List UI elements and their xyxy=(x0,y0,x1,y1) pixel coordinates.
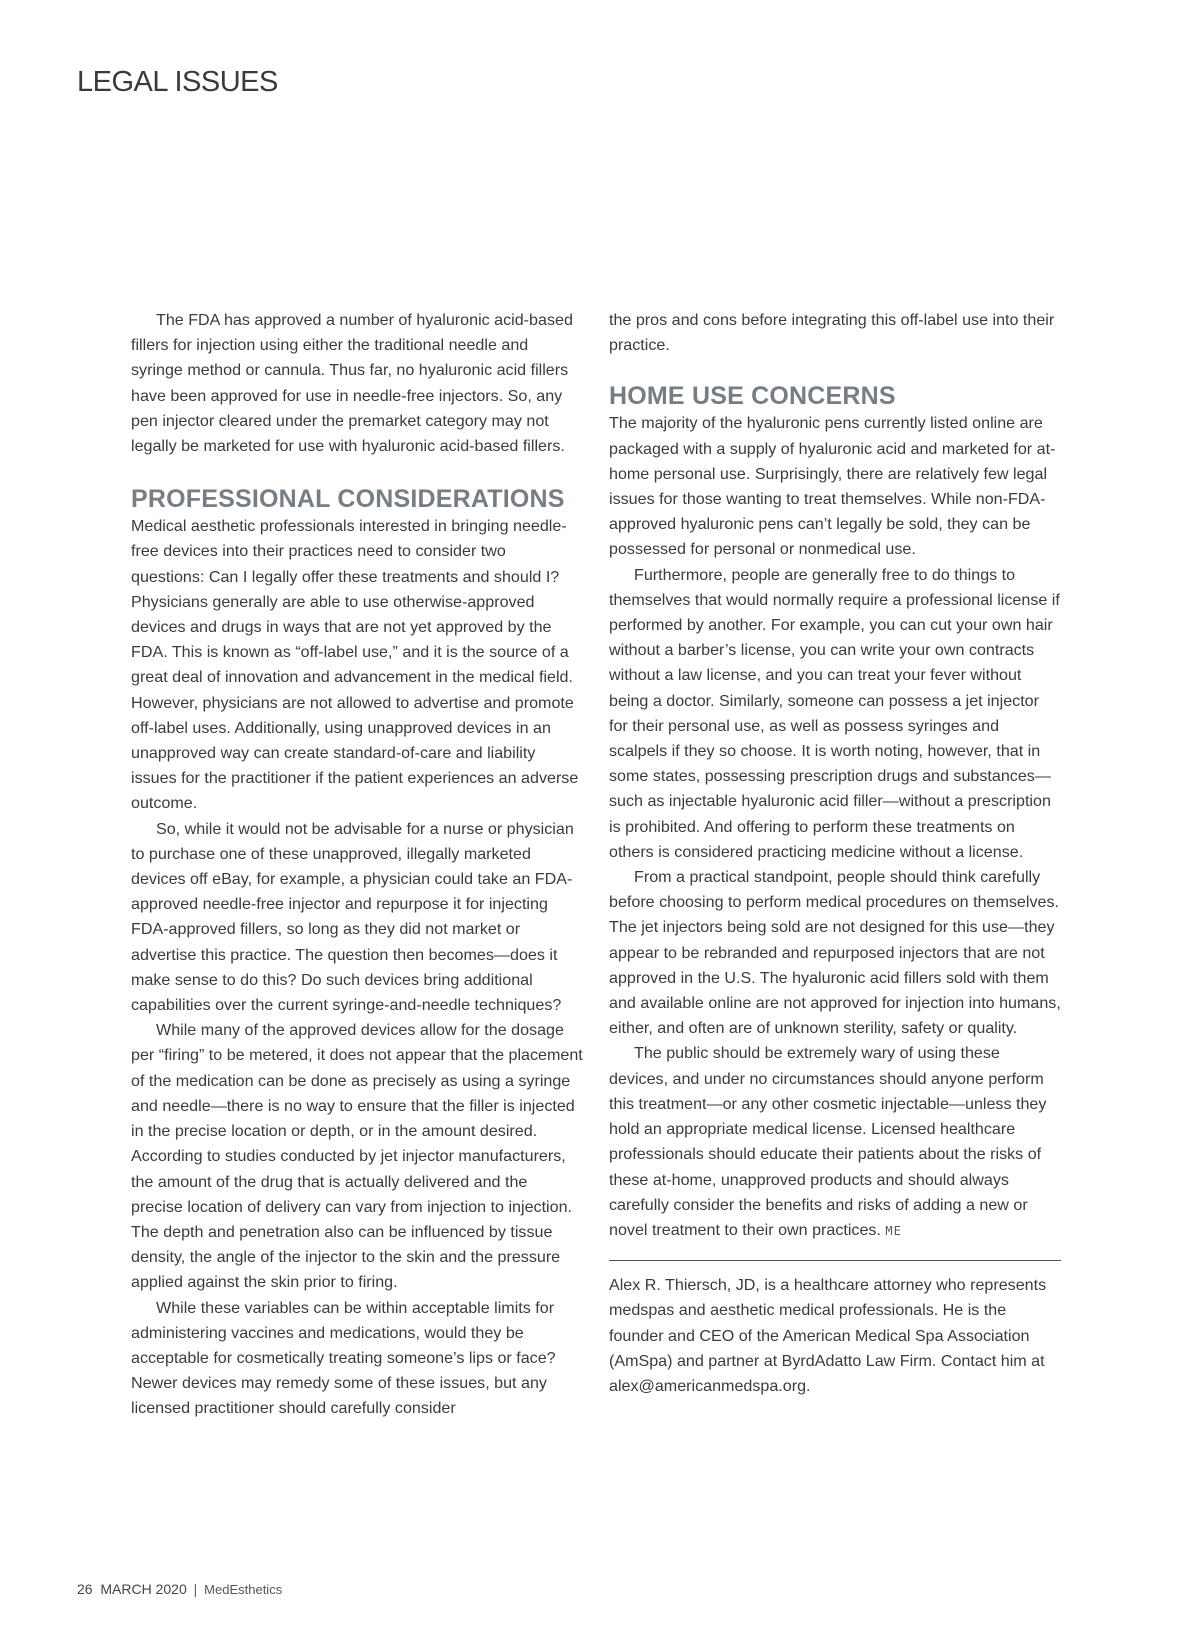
left-column xyxy=(131,308,583,1422)
issue-date: MARCH 2020 xyxy=(100,1581,187,1597)
body-paragraph: From a practical standpoint, people should think carefully before choosing to perform medical procedures on themselves. The jet injectors being sold are not designed for this use—they appear to be rebranded and repurposed injectors that are not approved in the U.S. The hyaluronic acid fillers sold with them and available online are not approved for injection into humans, either, and often are of unknown sterility, safety or quality. xyxy=(609,868,1061,1038)
body-paragraph: While these variables can be within acceptable limits for administering vaccines and medications, would they be acceptable for cosmetically treating someone’s lips or face? Newer devices may remedy some of these issues, but any licensed practitioner should carefully consider xyxy=(131,1298,556,1418)
body-paragraph: The majority of the hyaluronic pens currently listed online are packaged with a supply of hyaluronic acid and marketed for at-home personal use. Surprisingly, there are relatively few legal issues for those wanting to treat themselves. While non-FDA-approved hyaluronic pens can’t legally be sold, they can be possessed for personal or nonmedical use. xyxy=(609,414,1056,559)
body-paragraph: The FDA has approved a number of hyaluronic acid-based fillers for injection using either the traditional needle and syringe method or cannula. Thus far, no hyaluronic acid fillers have been approved for use in needle-free injectors. So, any pen injector cleared under the premarket category may not legally be marketed for use with hyaluronic acid-based fillers. xyxy=(131,311,573,456)
publication-name: MedEsthetics xyxy=(204,1582,283,1597)
body-paragraph: While many of the approved devices allow for the dosage per “firing” to be metered, it does not appear that the placement of the medication can be done as precisely as using a syringe and needle—there is no way to ensure that the filler is injected in the precise location or depth, or in the amount desired. According to studies conducted by jet injector manufacturers, the amount of the drug that is actually delivered and the precise location of delivery can vary from injection to injection. The depth and penetration also can be influenced by tissue density, the angle of the injector to the skin and the pressure applied against the skin prior to firing. xyxy=(131,1021,583,1292)
body-paragraph: So, while it would not be advisable for a nurse or physician to purchase one of these unapproved, illegally marketed devices off eBay, for example, a physician could take an FDA-approved needle-free injector and repurpose it for injecting FDA-approved fillers, so long as they did not market or advertise this practice. The question then becomes—does it make sense to do this? Do such devices bring additional capabilities over the current syringe-and-needle techniques? xyxy=(131,819,574,1015)
final-paragraph-text: The public should be extremely wary of using these devices, and under no circumstances should anyone perform this treatment—or any other cosmetic injectable—unless they hold an appropriate medical license. Licensed healthcare professionals should educate their patients about the risks of these at-home, unapproved products and should always carefully consider the benefits and risks of adding a new or novel treatment to their own practices. xyxy=(609,1044,1047,1239)
section-heading-home-use-concerns: HOME USE CONCERNS xyxy=(609,382,896,411)
section-heading-professional-considerations: PROFESSIONAL CONSIDERATIONS xyxy=(131,485,565,514)
body-paragraph: the pros and cons before integrating this off-label use into their practice. xyxy=(609,311,1055,355)
bio-divider xyxy=(609,1260,1061,1261)
right-column xyxy=(609,308,1061,1399)
footer-separator: | xyxy=(193,1581,198,1597)
body-paragraph: Medical aesthetic professionals interested in bringing needle-free devices into their practices need to consider two questions: Can I legally offer these treatments and should I? Physicians generally are able to use otherwise-approved devices and drugs in ways that are not yet approved by the FDA. This is known as “off-label use,” and it is the source of a great deal of innovation and advancement in the medical field. However, physicians are not allowed to advertise and promote off-label uses. Additionally, using unapproved devices in an unapproved way can create standard-of-care and liability issues for the practitioner if the patient experiences an adverse outcome. xyxy=(131,517,579,813)
body-paragraph: Furthermore, people are generally free to do things to themselves that would normally require a professional license if performed by another. For example, you can cut your own hair without a barber’s license, you can write your own contracts without a law license, and you can treat your fever without being a doctor. Similarly, someone can possess a jet injector for their personal use, as well as possess syringes and scalpels if they so choose. It is worth noting, however, that in some states, possessing prescription drugs and substances—such as injectable hyaluronic acid filler—without a prescription is prohibited. And offering to perform these treatments on others is considered practicing medicine without a license. xyxy=(609,565,1060,861)
author-bio: Alex R. Thiersch, JD, is a healthcare attorney who represents medspas and aesthetic medical professionals. He is the founder and CEO of the American Medical Spa Association (AmSpa) and partner at ByrdAdatto Law Firm. Contact him at alex@americanmedspa.org. xyxy=(609,1276,1047,1395)
page-number: 26 xyxy=(77,1581,93,1597)
section-label: LEGAL ISSUES xyxy=(77,66,278,98)
page-footer xyxy=(77,1581,282,1597)
end-mark: ME xyxy=(885,1223,902,1238)
body-paragraph-final xyxy=(609,1041,1061,1244)
